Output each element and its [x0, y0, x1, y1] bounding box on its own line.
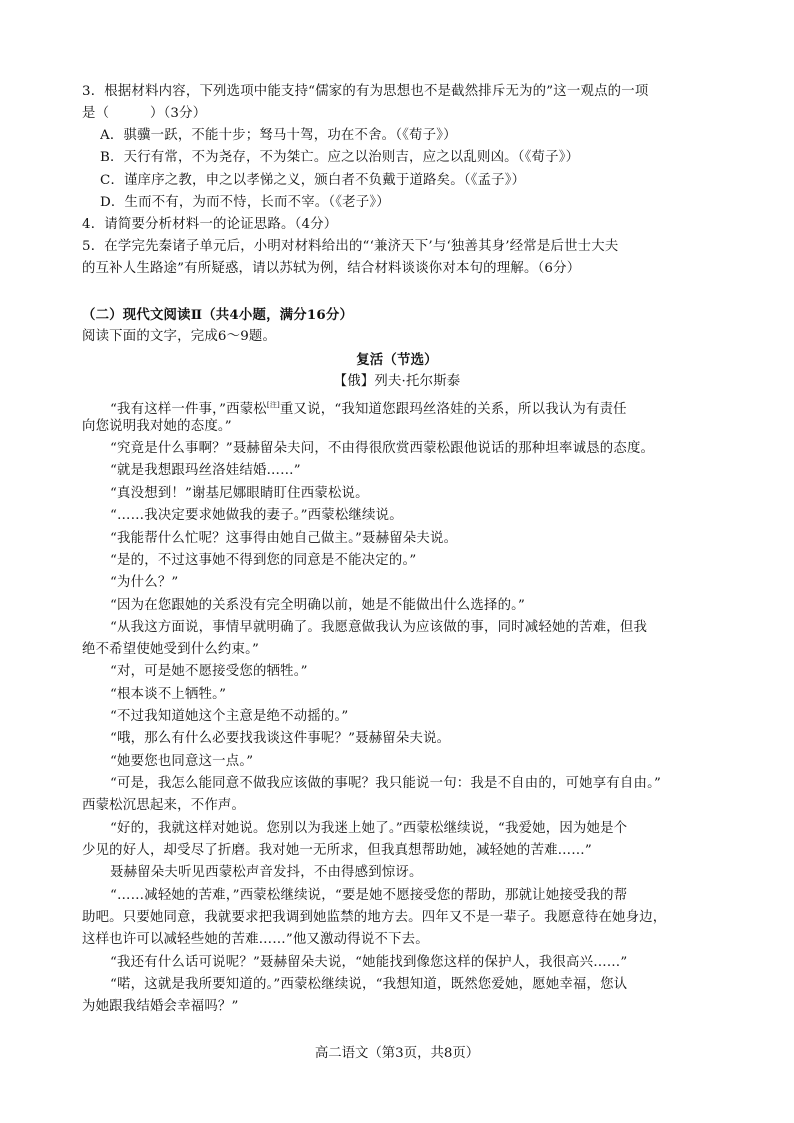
paragraph-continued: 少见的好人，却受尽了折磨。我对她一无所求，但我真想帮助她，减轻她的苦难……” — [82, 843, 592, 858]
paragraph-continued: 绝不希望使她受到什么约束。” — [82, 642, 260, 657]
paragraph: “根本谈不上牺牲。” — [110, 687, 227, 702]
paragraph: “就是我想跟玛丝洛娃结婚……” — [110, 463, 301, 478]
paragraph: “……我决定要求她做我的妻子。”西蒙松继续说。 — [110, 508, 403, 523]
paragraph-continued: 为她跟我结婚会幸福吗？” — [82, 999, 239, 1014]
paragraph: “究竟是什么事啊？”聂赫留朵夫问，不由得很欣赏西蒙松跟他说话的那种坦率诚恳的态度。 — [110, 441, 655, 456]
paragraph: “……减轻她的苦难，”西蒙松继续说，“要是她不愿接受您的帮助，那就让她接受我的帮 — [110, 888, 628, 903]
option-c: C．谨庠序之教，申之以孝悌之义，颁白者不负戴于道路矣。（《孟子》） — [100, 173, 526, 188]
paragraph: “因为在您跟她的关系没有完全明确以前，她是不能做出什么选择的。” — [110, 598, 526, 613]
paragraph: “好的，我就这样对她说。您别以为我迷上她了。”西蒙松继续说，“我爱她，因为她是个 — [110, 821, 628, 836]
paragraph: “可是，我怎么能同意不做我应该做的事呢？我只能说一句：我是不自由的，可她享有自由。” — [110, 776, 662, 791]
paragraph: “喏，这就是我所要知道的。”西蒙松继续说，“我想知道，既然您爱她，愿她幸福，您认 — [110, 977, 628, 992]
passage-title: 复活（节选） — [356, 352, 438, 368]
passage-author: 【俄】列夫·托尔斯泰 — [333, 374, 461, 389]
paragraph-continued: 助吧。只要她同意，我就要求把我调到她监禁的地方去。四年又不是一辈子。我愿意待在她身边， — [82, 910, 667, 925]
question-3-stem: 3．根据材料内容，下列选项中能支持“儒家的有为思想也不是截然排斥无为的”这一观点的一项 — [82, 84, 649, 99]
paragraph: “为什么？” — [110, 575, 179, 590]
paragraph: “从我这方面说，事情早就明确了。我愿意做我认为应该做的事，同时减轻她的苦难，但我 — [110, 620, 648, 635]
paragraph-continued: 这样也许可以减轻些她的苦难……”他又激动得说不下去。 — [82, 932, 429, 947]
paragraph: “哦，那么有什么必要找我谈这件事呢？”聂赫留朵夫说。 — [110, 731, 451, 746]
section-instruction: 阅读下面的文字，完成6～9题。 — [82, 329, 277, 344]
paragraph: “对，可是她不愿接受您的牺牲。” — [110, 664, 308, 679]
paragraph: “我能帮什么忙呢？这事得由她自己做主。”聂赫留朵夫说。 — [110, 531, 458, 546]
question-5: 5．在学完先秦诸子单元后，小明对材料给出的“‘兼济天下’与‘独善其身’经常是后世士大夫 — [82, 239, 619, 254]
paragraph: “她要您也同意这一点。” — [110, 754, 254, 769]
paragraph: “我有这样一件事，”西蒙松[注]重又说，“我知道您跟玛丝洛娃的关系，所以我认为有责任 — [110, 401, 627, 417]
footnote-marker: [注] — [266, 401, 280, 409]
paragraph: “不过我知道她这个主意是绝不动摇的。” — [110, 709, 349, 724]
option-b: B．天行有常，不为尧存，不为桀亡。应之以治则吉，应之以乱则凶。（《荀子》） — [100, 150, 580, 165]
option-d: D．生而不有，为而不恃，长而不宰。（《老子》） — [100, 195, 390, 210]
paragraph-continued: 西蒙松沉思起来，不作声。 — [82, 798, 246, 813]
question-4: 4．请简要分析材料一的论证思路。（4分） — [82, 217, 338, 232]
paragraph: “真没想到！”谢基尼娜眼睛盯住西蒙松说。 — [110, 486, 369, 501]
section-heading: （二）现代文阅读Ⅱ（共4小题，满分16分） — [82, 307, 354, 323]
paragraph-continued: 向您说明我对她的态度。” — [82, 419, 232, 434]
paragraph: “我还有什么话可说呢？”聂赫留朵夫说，“她能找到像您这样的保护人，我很高兴……” — [110, 955, 628, 970]
paragraph: “是的，不过这事她不得到您的同意是不能决定的。” — [110, 553, 417, 568]
question-5-continued: 的互补人生路途”有所疑惑，请以苏轼为例，结合材料谈谈你对本句的理解。（6分） — [82, 261, 581, 276]
question-3-stem-continued: 是（ ）（3分） — [82, 106, 207, 121]
option-a: A．骐骥一跃，不能十步；驽马十驾，功在不舍。（《荀子》） — [100, 128, 457, 143]
page-footer: 高二语文（第3页，共8页） — [314, 1046, 480, 1061]
paragraph: 聂赫留朵夫听见西蒙松声音发抖，不由得感到惊讶。 — [110, 865, 423, 880]
